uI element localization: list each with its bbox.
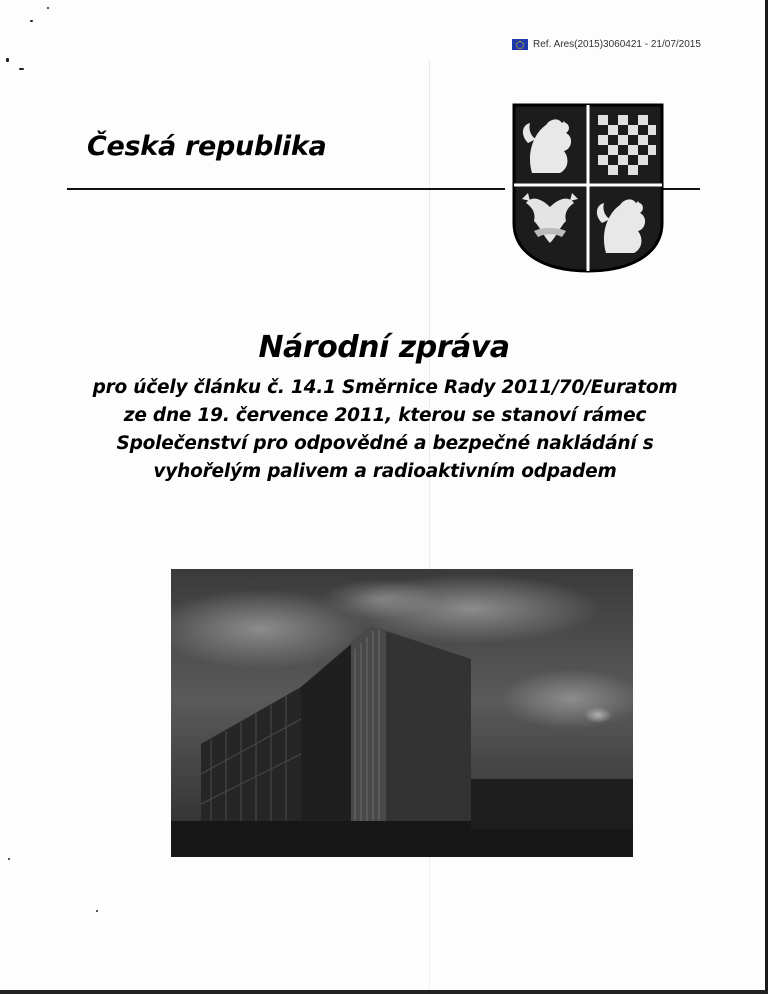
subtitle-line: ze dne 19. července 2011, kterou se stanoví rámec — [123, 405, 647, 426]
report-subtitle — [60, 374, 710, 486]
title-underline-right — [662, 188, 700, 190]
subtitle-line: vyhořelým palivem a radioaktivním odpadem — [153, 461, 617, 482]
scan-speck — [47, 7, 49, 9]
report-title: Národní zpráva — [258, 330, 510, 365]
scan-speck — [30, 20, 33, 22]
scan-speck — [6, 58, 9, 62]
page-edge-bottom — [0, 990, 768, 994]
scan-speck — [8, 858, 10, 860]
subtitle-line: pro účely článku č. 14.1 Směrnice Rady 2011/70/Euratom — [92, 377, 678, 398]
coat-of-arms-icon — [512, 103, 664, 273]
facility-photo — [171, 569, 633, 857]
reference-text: Ref. Ares(2015)3060421 - 21/07/2015 — [533, 38, 701, 50]
reference-stamp — [512, 37, 701, 51]
eu-flag-icon — [512, 39, 528, 50]
subtitle-line: Společenství pro odpovědné a bezpečné nakládání s — [116, 433, 654, 454]
title-underline — [67, 188, 505, 190]
country-title: Česká republika — [87, 131, 327, 162]
scan-speck — [19, 68, 24, 70]
scan-speck — [96, 910, 98, 912]
